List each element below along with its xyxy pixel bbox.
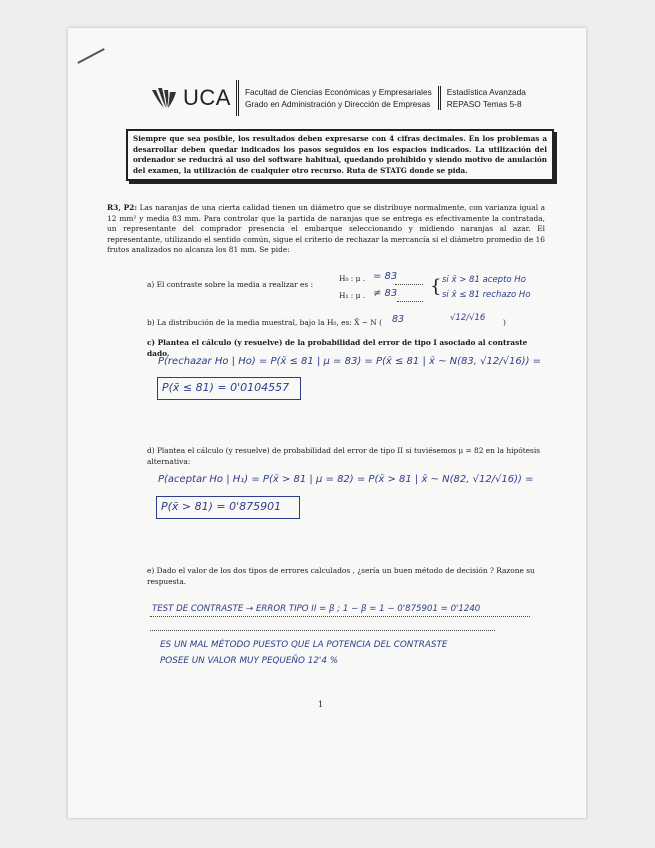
- h1-answer[interactable]: ≠ 83: [373, 288, 398, 299]
- question-d: d) Plantea el cálculo (y resuelve) de probabilidad del error de tipo II si tuviésemos μ = 82 en la hipótesis alternativa:: [147, 446, 541, 466]
- problem-statement: [107, 203, 545, 256]
- type1-work[interactable]: P(rechazar Ho | Ho) = P(x̄ ≤ 81 | μ = 83) = P(x̄ ≤ 81 | x̄ ~ N(83, √12/√16)) =: [158, 356, 542, 367]
- question-a: a) El contraste sobre la media a realizar es :: [147, 280, 314, 289]
- type2-result[interactable]: P(x̄ > 81) = 0'875901: [161, 500, 282, 513]
- uca-logo-icon: [150, 86, 180, 110]
- h0-label: H₀ : μ .: [339, 274, 366, 283]
- answer-line-1[interactable]: TEST DE CONTRASTE → ERROR TIPO II = β ; 1 − β = 1 − 0'875901 = 0'1240: [152, 604, 481, 614]
- sd-answer[interactable]: √12/√16: [450, 313, 486, 323]
- exam-notice: Siempre que sea posible, los resultados deben expresarse con 4 cifras decimales. En los problemas a desarrollar deben quedar indicados los pasos seguidos en los espacios indicados. La utilización del ordenador se reducirá al uso del software habitual, quedando prohibido y siendo motivo de anulación del examen, la utilización de cualquier otro recurso. Ruta de STATG donde se pida.: [126, 129, 554, 181]
- type1-result[interactable]: P(x̄ ≤ 81) = 0'0104557: [162, 381, 290, 394]
- answer-line-3[interactable]: POSEE UN VALOR MUY PEQUEÑO 12'4 %: [160, 656, 339, 666]
- b-close: ): [503, 318, 506, 327]
- exam-header: [150, 80, 526, 116]
- faculty-name: Facultad de Ciencias Económicas y Empresariales: [244, 87, 432, 97]
- answer-dots-2: [150, 630, 495, 631]
- course-name: Estadística Avanzada: [446, 87, 526, 97]
- decision-rule-accept[interactable]: si x̄ > 81 acepto Ho: [442, 275, 526, 285]
- question-c: c) Plantea el cálculo (y resuelve) de la probabilidad del error de tipo I asociado al contraste dado.: [147, 338, 528, 358]
- decision-rule-reject[interactable]: si x̄ ≤ 81 rechazo Ho: [442, 290, 531, 300]
- h1-label: H₁ : μ .: [339, 291, 366, 300]
- type2-work[interactable]: P(aceptar Ho | H₁) = P(x̄ > 81 | μ = 82) = P(x̄ > 81 | x̄ ~ N(82, √12/√16)) =: [158, 474, 534, 485]
- question-e: e) Dado el valor de los dos tipos de errores calculados , ¿sería un buen método de decisión ? Razone su respuesta.: [147, 566, 535, 586]
- problem-label: R3, P2:: [107, 203, 138, 212]
- faculty-block: [239, 86, 441, 110]
- problem-text: Las naranjas de una cierta calidad tienen un diámetro que se distribuye normalmente, con varianza igual a 12 mm² y media 83 mm. Para controlar que la partida de naranjas que se entrega es efectivamente la contratada, un representante del comprador presencia el embarque seleccionando y midiendo naranjas al azar. El representante, utilizando el sentido común, sigue el criterio de rechazar la mercancía si el diámetro promedio de 16 frutos analizados no alcanza los 81 mm. Se pide:: [107, 203, 546, 255]
- question-b: b) La distribución de la media muestral, bajo la H₀, es: X̄ ~ N (: [147, 318, 382, 327]
- answer-line-2[interactable]: ES UN MAL MÉTODO PUESTO QUE LA POTENCIA DEL CONTRASTE: [160, 640, 448, 650]
- h0-dots: [395, 284, 423, 285]
- h0-answer[interactable]: = 83: [373, 271, 398, 282]
- degree-name: Grado en Administración y Dirección de Empresas: [244, 99, 431, 109]
- answer-dots-1: [150, 616, 530, 617]
- logo-text: UCA: [183, 85, 231, 110]
- uca-logo: [150, 80, 239, 116]
- course-topics: REPASO Temas 5-8: [446, 99, 522, 109]
- page-number: 1: [318, 700, 324, 709]
- rule-brace: {: [430, 276, 442, 297]
- mean-answer[interactable]: 83: [392, 314, 405, 325]
- h1-dots: [397, 301, 423, 302]
- course-block: [441, 86, 526, 110]
